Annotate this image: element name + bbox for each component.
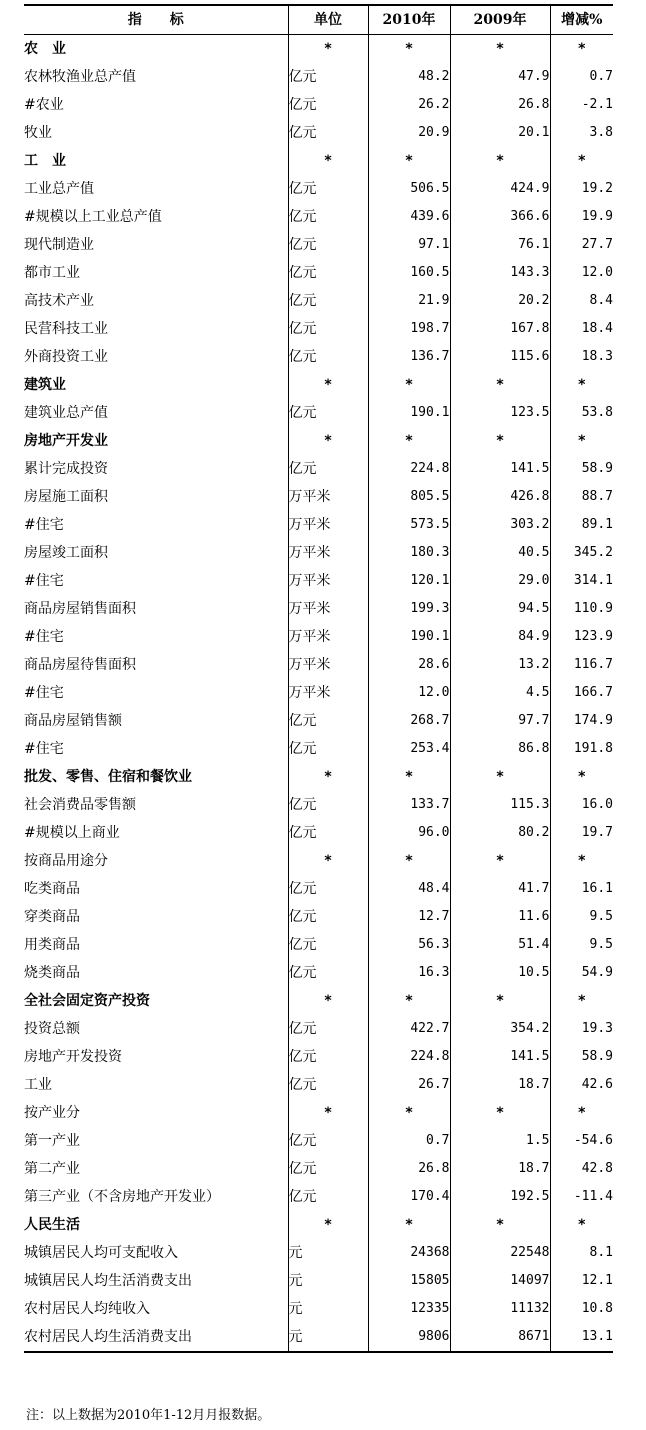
row-indicator: 建筑业总产值 [24, 405, 108, 421]
table-row [24, 63, 613, 91]
row-indicator: #住宅 [24, 517, 64, 533]
unit-cell: 亿元 [288, 875, 368, 903]
value-2009-cell: 40.5 [450, 539, 550, 567]
value-2009-cell: 76.1 [450, 231, 550, 259]
table-header-row [24, 5, 613, 35]
value-2009-cell: 366.6 [450, 203, 550, 231]
table-row [24, 259, 613, 287]
footnote: 注：以上数据为2010年1-12月月报数据。 [26, 1408, 271, 1423]
row-indicator: 农 业 [24, 41, 66, 57]
row-indicator: #规模以上工业总产值 [24, 209, 162, 225]
row-indicator: 累计完成投资 [24, 461, 108, 477]
row-indicator: 商品房屋销售面积 [24, 601, 136, 617]
table-row [24, 875, 613, 903]
change-cell: 16.0 [550, 791, 613, 819]
change-cell: 9.5 [550, 903, 613, 931]
table-row [24, 1127, 613, 1155]
row-indicator: 社会消费品零售额 [24, 797, 136, 813]
value-2010-cell: 24368 [368, 1239, 450, 1267]
row-indicator: 第三产业（不含房地产开发业） [24, 1189, 220, 1205]
value-2009-cell: 143.3 [450, 259, 550, 287]
value-2009-cell: * [450, 1099, 550, 1127]
row-indicator: 工 业 [24, 153, 66, 169]
row-indicator: 烧类商品 [24, 965, 80, 981]
value-2010-cell: 253.4 [368, 735, 450, 763]
table-row [24, 539, 613, 567]
unit-cell: 亿元 [288, 1183, 368, 1211]
value-2010-cell: 190.1 [368, 623, 450, 651]
value-2009-cell: 80.2 [450, 819, 550, 847]
row-indicator: #规模以上商业 [24, 825, 120, 841]
change-cell: 42.6 [550, 1071, 613, 1099]
change-cell: 53.8 [550, 399, 613, 427]
unit-cell: 亿元 [288, 819, 368, 847]
unit-cell: 元 [288, 1295, 368, 1323]
row-indicator: 农林牧渔业总产值 [24, 69, 136, 85]
value-2010-cell: * [368, 987, 450, 1015]
table-row [24, 1155, 613, 1183]
unit-cell: 万平米 [288, 539, 368, 567]
row-indicator: 房地产开发业 [24, 433, 108, 449]
row-indicator: 穿类商品 [24, 909, 80, 925]
unit-cell: * [288, 371, 368, 399]
unit-cell: * [288, 427, 368, 455]
unit-cell: 万平米 [288, 623, 368, 651]
change-cell: 110.9 [550, 595, 613, 623]
change-cell: 12.1 [550, 1267, 613, 1295]
row-indicator: 商品房屋销售额 [24, 713, 122, 729]
value-2010-cell: 506.5 [368, 175, 450, 203]
unit-cell: 亿元 [288, 315, 368, 343]
value-2010-cell: * [368, 35, 450, 64]
change-cell: * [550, 1099, 613, 1127]
unit-cell: 亿元 [288, 343, 368, 371]
change-cell: 3.8 [550, 119, 613, 147]
value-2010-cell: * [368, 427, 450, 455]
value-2009-cell: * [450, 371, 550, 399]
value-2010-cell: 224.8 [368, 455, 450, 483]
unit-cell: 亿元 [288, 1071, 368, 1099]
table-row [24, 119, 613, 147]
unit-cell: * [288, 987, 368, 1015]
change-cell: * [550, 1211, 613, 1239]
value-2010-cell: * [368, 763, 450, 791]
row-indicator: 民营科技工业 [24, 321, 108, 337]
change-cell: 58.9 [550, 1043, 613, 1071]
value-2009-cell: 84.9 [450, 623, 550, 651]
change-cell: 19.9 [550, 203, 613, 231]
value-2010-cell: 56.3 [368, 931, 450, 959]
change-cell: 0.7 [550, 63, 613, 91]
row-indicator: 房地产开发投资 [24, 1049, 122, 1065]
unit-cell: 亿元 [288, 399, 368, 427]
value-2010-cell: 268.7 [368, 707, 450, 735]
unit-cell: 万平米 [288, 595, 368, 623]
value-2009-cell: 13.2 [450, 651, 550, 679]
value-2009-cell: 86.8 [450, 735, 550, 763]
value-2009-cell: 20.2 [450, 287, 550, 315]
value-2010-cell: 120.1 [368, 567, 450, 595]
table-row [24, 455, 613, 483]
value-2010-cell: * [368, 1211, 450, 1239]
value-2010-cell: 136.7 [368, 343, 450, 371]
change-cell: * [550, 35, 613, 64]
value-2010-cell: * [368, 847, 450, 875]
unit-cell: 万平米 [288, 679, 368, 707]
value-2009-cell: * [450, 763, 550, 791]
unit-cell: * [288, 35, 368, 64]
value-2010-cell: * [368, 147, 450, 175]
value-2010-cell: 9806 [368, 1323, 450, 1352]
header-indicator: 指 标 [24, 5, 288, 35]
value-2009-cell: 94.5 [450, 595, 550, 623]
change-cell: 345.2 [550, 539, 613, 567]
value-2010-cell: 224.8 [368, 1043, 450, 1071]
table-row-section [24, 371, 613, 399]
value-2010-cell: 0.7 [368, 1127, 450, 1155]
row-indicator: #住宅 [24, 573, 64, 589]
unit-cell: * [288, 1211, 368, 1239]
unit-cell: 元 [288, 1267, 368, 1295]
row-indicator: 全社会固定资产投资 [24, 993, 150, 1009]
value-2009-cell: 20.1 [450, 119, 550, 147]
value-2010-cell: 26.7 [368, 1071, 450, 1099]
value-2009-cell: 41.7 [450, 875, 550, 903]
table-row [24, 287, 613, 315]
change-cell: * [550, 147, 613, 175]
value-2010-cell: 16.3 [368, 959, 450, 987]
table-row-section [24, 147, 613, 175]
table-row-section [24, 1211, 613, 1239]
table-row [24, 567, 613, 595]
unit-cell: * [288, 1099, 368, 1127]
table-row [24, 1267, 613, 1295]
value-2010-cell: 15805 [368, 1267, 450, 1295]
change-cell: -54.6 [550, 1127, 613, 1155]
value-2009-cell: * [450, 987, 550, 1015]
value-2010-cell: 199.3 [368, 595, 450, 623]
value-2009-cell: * [450, 147, 550, 175]
value-2010-cell: * [368, 1099, 450, 1127]
row-indicator: 批发、零售、住宿和餐饮业 [24, 769, 192, 785]
table-row [24, 623, 613, 651]
row-indicator: 投资总额 [24, 1021, 80, 1037]
row-indicator: 农村居民人均纯收入 [24, 1301, 150, 1317]
change-cell: 58.9 [550, 455, 613, 483]
unit-cell: 亿元 [288, 119, 368, 147]
value-2009-cell: 115.3 [450, 791, 550, 819]
value-2010-cell: 28.6 [368, 651, 450, 679]
change-cell: 19.2 [550, 175, 613, 203]
table-row [24, 959, 613, 987]
unit-cell: 亿元 [288, 287, 368, 315]
value-2009-cell: 192.5 [450, 1183, 550, 1211]
value-2010-cell: * [368, 371, 450, 399]
value-2010-cell: 439.6 [368, 203, 450, 231]
table-row [24, 1239, 613, 1267]
table-row [24, 343, 613, 371]
unit-cell: 亿元 [288, 903, 368, 931]
change-cell: 9.5 [550, 931, 613, 959]
table-row-section [24, 427, 613, 455]
value-2009-cell: 11.6 [450, 903, 550, 931]
value-2010-cell: 12.7 [368, 903, 450, 931]
row-indicator: 房屋竣工面积 [24, 545, 108, 561]
row-indicator: 第二产业 [24, 1161, 80, 1177]
change-cell: 54.9 [550, 959, 613, 987]
value-2010-cell: 180.3 [368, 539, 450, 567]
change-cell: 27.7 [550, 231, 613, 259]
table-row [24, 595, 613, 623]
change-cell: 19.3 [550, 1015, 613, 1043]
header-2010: 2010年 [368, 5, 450, 35]
value-2010-cell: 26.2 [368, 91, 450, 119]
value-2010-cell: 190.1 [368, 399, 450, 427]
table-row [24, 511, 613, 539]
unit-cell: * [288, 147, 368, 175]
unit-cell: 亿元 [288, 91, 368, 119]
table-row [24, 903, 613, 931]
value-2010-cell: 198.7 [368, 315, 450, 343]
unit-cell: 亿元 [288, 1155, 368, 1183]
change-cell: 42.8 [550, 1155, 613, 1183]
table-row [24, 931, 613, 959]
value-2009-cell: 8671 [450, 1323, 550, 1352]
header-2009: 2009年 [450, 5, 550, 35]
value-2009-cell: 354.2 [450, 1015, 550, 1043]
statistics-table [24, 4, 613, 1353]
table-row [24, 1015, 613, 1043]
row-indicator: 高技术产业 [24, 293, 94, 309]
header-change: 增减% [550, 5, 613, 35]
unit-cell: 万平米 [288, 567, 368, 595]
change-cell: 88.7 [550, 483, 613, 511]
value-2009-cell: 51.4 [450, 931, 550, 959]
value-2010-cell: 48.4 [368, 875, 450, 903]
row-indicator: 外商投资工业 [24, 349, 108, 365]
value-2009-cell: 1.5 [450, 1127, 550, 1155]
row-indicator: 牧业 [24, 125, 52, 141]
table-row [24, 399, 613, 427]
row-indicator: 房屋施工面积 [24, 489, 108, 505]
value-2009-cell: 97.7 [450, 707, 550, 735]
row-indicator: 按商品用途分 [24, 853, 108, 869]
value-2010-cell: 170.4 [368, 1183, 450, 1211]
row-indicator: 商品房屋待售面积 [24, 657, 136, 673]
unit-cell: * [288, 847, 368, 875]
value-2009-cell: 426.8 [450, 483, 550, 511]
value-2010-cell: 26.8 [368, 1155, 450, 1183]
table-row [24, 203, 613, 231]
value-2010-cell: 96.0 [368, 819, 450, 847]
value-2009-cell: 11132 [450, 1295, 550, 1323]
header-unit: 单位 [288, 5, 368, 35]
change-cell: * [550, 763, 613, 791]
change-cell: 13.1 [550, 1323, 613, 1352]
value-2010-cell: 160.5 [368, 259, 450, 287]
change-cell: * [550, 847, 613, 875]
value-2009-cell: 141.5 [450, 455, 550, 483]
change-cell: * [550, 371, 613, 399]
change-cell: 12.0 [550, 259, 613, 287]
table-row [24, 819, 613, 847]
row-indicator: #农业 [24, 97, 64, 113]
change-cell: 8.4 [550, 287, 613, 315]
value-2009-cell: 29.0 [450, 567, 550, 595]
table-row-section [24, 35, 613, 64]
table-row [24, 1043, 613, 1071]
table-row [24, 483, 613, 511]
row-indicator: 都市工业 [24, 265, 80, 281]
unit-cell: 亿元 [288, 63, 368, 91]
change-cell: 8.1 [550, 1239, 613, 1267]
row-indicator: 现代制造业 [24, 237, 94, 253]
row-indicator: 城镇居民人均可支配收入 [24, 1245, 178, 1261]
value-2010-cell: 133.7 [368, 791, 450, 819]
value-2009-cell: 10.5 [450, 959, 550, 987]
row-indicator: 工业 [24, 1077, 52, 1093]
unit-cell: 亿元 [288, 231, 368, 259]
value-2009-cell: 18.7 [450, 1155, 550, 1183]
change-cell: -2.1 [550, 91, 613, 119]
table-row [24, 735, 613, 763]
change-cell: -11.4 [550, 1183, 613, 1211]
row-indicator: 第一产业 [24, 1133, 80, 1149]
unit-cell: 亿元 [288, 203, 368, 231]
unit-cell: 亿元 [288, 1043, 368, 1071]
table-row-section [24, 763, 613, 791]
row-indicator: 用类商品 [24, 937, 80, 953]
row-indicator: 城镇居民人均生活消费支出 [24, 1273, 192, 1289]
unit-cell: 元 [288, 1239, 368, 1267]
unit-cell: 亿元 [288, 259, 368, 287]
value-2009-cell: * [450, 35, 550, 64]
unit-cell: 亿元 [288, 791, 368, 819]
change-cell: 10.8 [550, 1295, 613, 1323]
value-2009-cell: 14097 [450, 1267, 550, 1295]
table-row [24, 175, 613, 203]
change-cell: 191.8 [550, 735, 613, 763]
row-indicator: 农村居民人均生活消费支出 [24, 1323, 288, 1352]
value-2010-cell: 48.2 [368, 63, 450, 91]
value-2010-cell: 21.9 [368, 287, 450, 315]
row-indicator: 工业总产值 [24, 181, 94, 197]
value-2009-cell: 18.7 [450, 1071, 550, 1099]
value-2009-cell: 4.5 [450, 679, 550, 707]
value-2009-cell: 303.2 [450, 511, 550, 539]
value-2009-cell: * [450, 427, 550, 455]
change-cell: 314.1 [550, 567, 613, 595]
row-indicator: #住宅 [24, 629, 64, 645]
unit-cell: 元 [288, 1323, 368, 1352]
table-row [24, 315, 613, 343]
table-row [24, 91, 613, 119]
value-2009-cell: 47.9 [450, 63, 550, 91]
table-row-section [24, 987, 613, 1015]
change-cell: 19.7 [550, 819, 613, 847]
change-cell: 174.9 [550, 707, 613, 735]
value-2010-cell: 805.5 [368, 483, 450, 511]
unit-cell: 亿元 [288, 1015, 368, 1043]
change-cell: 16.1 [550, 875, 613, 903]
table-row [24, 1323, 613, 1352]
row-indicator: 建筑业 [24, 377, 66, 393]
unit-cell: 万平米 [288, 651, 368, 679]
change-cell: 18.3 [550, 343, 613, 371]
row-indicator: 按产业分 [24, 1105, 80, 1121]
row-indicator: #住宅 [24, 685, 64, 701]
value-2010-cell: 20.9 [368, 119, 450, 147]
change-cell: 166.7 [550, 679, 613, 707]
change-cell: 89.1 [550, 511, 613, 539]
unit-cell: 亿元 [288, 931, 368, 959]
table-row [24, 847, 613, 875]
row-indicator: #住宅 [24, 741, 64, 757]
table-row [24, 651, 613, 679]
value-2010-cell: 97.1 [368, 231, 450, 259]
value-2010-cell: 12335 [368, 1295, 450, 1323]
table-row [24, 1295, 613, 1323]
unit-cell: 亿元 [288, 707, 368, 735]
table-row [24, 231, 613, 259]
value-2009-cell: 115.6 [450, 343, 550, 371]
unit-cell: 亿元 [288, 455, 368, 483]
change-cell: 123.9 [550, 623, 613, 651]
value-2009-cell: 167.8 [450, 315, 550, 343]
unit-cell: 亿元 [288, 175, 368, 203]
value-2009-cell: * [450, 1211, 550, 1239]
row-indicator: 人民生活 [24, 1217, 80, 1233]
value-2009-cell: 22548 [450, 1239, 550, 1267]
table-row [24, 1183, 613, 1211]
unit-cell: * [288, 763, 368, 791]
table-row [24, 679, 613, 707]
table-row [24, 1099, 613, 1127]
value-2009-cell: 26.8 [450, 91, 550, 119]
change-cell: 18.4 [550, 315, 613, 343]
value-2009-cell: 141.5 [450, 1043, 550, 1071]
unit-cell: 亿元 [288, 1127, 368, 1155]
change-cell: 116.7 [550, 651, 613, 679]
change-cell: * [550, 987, 613, 1015]
table-row [24, 1071, 613, 1099]
unit-cell: 万平米 [288, 511, 368, 539]
value-2010-cell: 422.7 [368, 1015, 450, 1043]
table-body [24, 35, 613, 1353]
unit-cell: 万平米 [288, 483, 368, 511]
row-indicator: 吃类商品 [24, 881, 80, 897]
value-2009-cell: 123.5 [450, 399, 550, 427]
unit-cell: 亿元 [288, 735, 368, 763]
value-2010-cell: 573.5 [368, 511, 450, 539]
value-2009-cell: 424.9 [450, 175, 550, 203]
value-2010-cell: 12.0 [368, 679, 450, 707]
table-row [24, 791, 613, 819]
change-cell: * [550, 427, 613, 455]
unit-cell: 亿元 [288, 959, 368, 987]
value-2009-cell: * [450, 847, 550, 875]
table-row [24, 707, 613, 735]
